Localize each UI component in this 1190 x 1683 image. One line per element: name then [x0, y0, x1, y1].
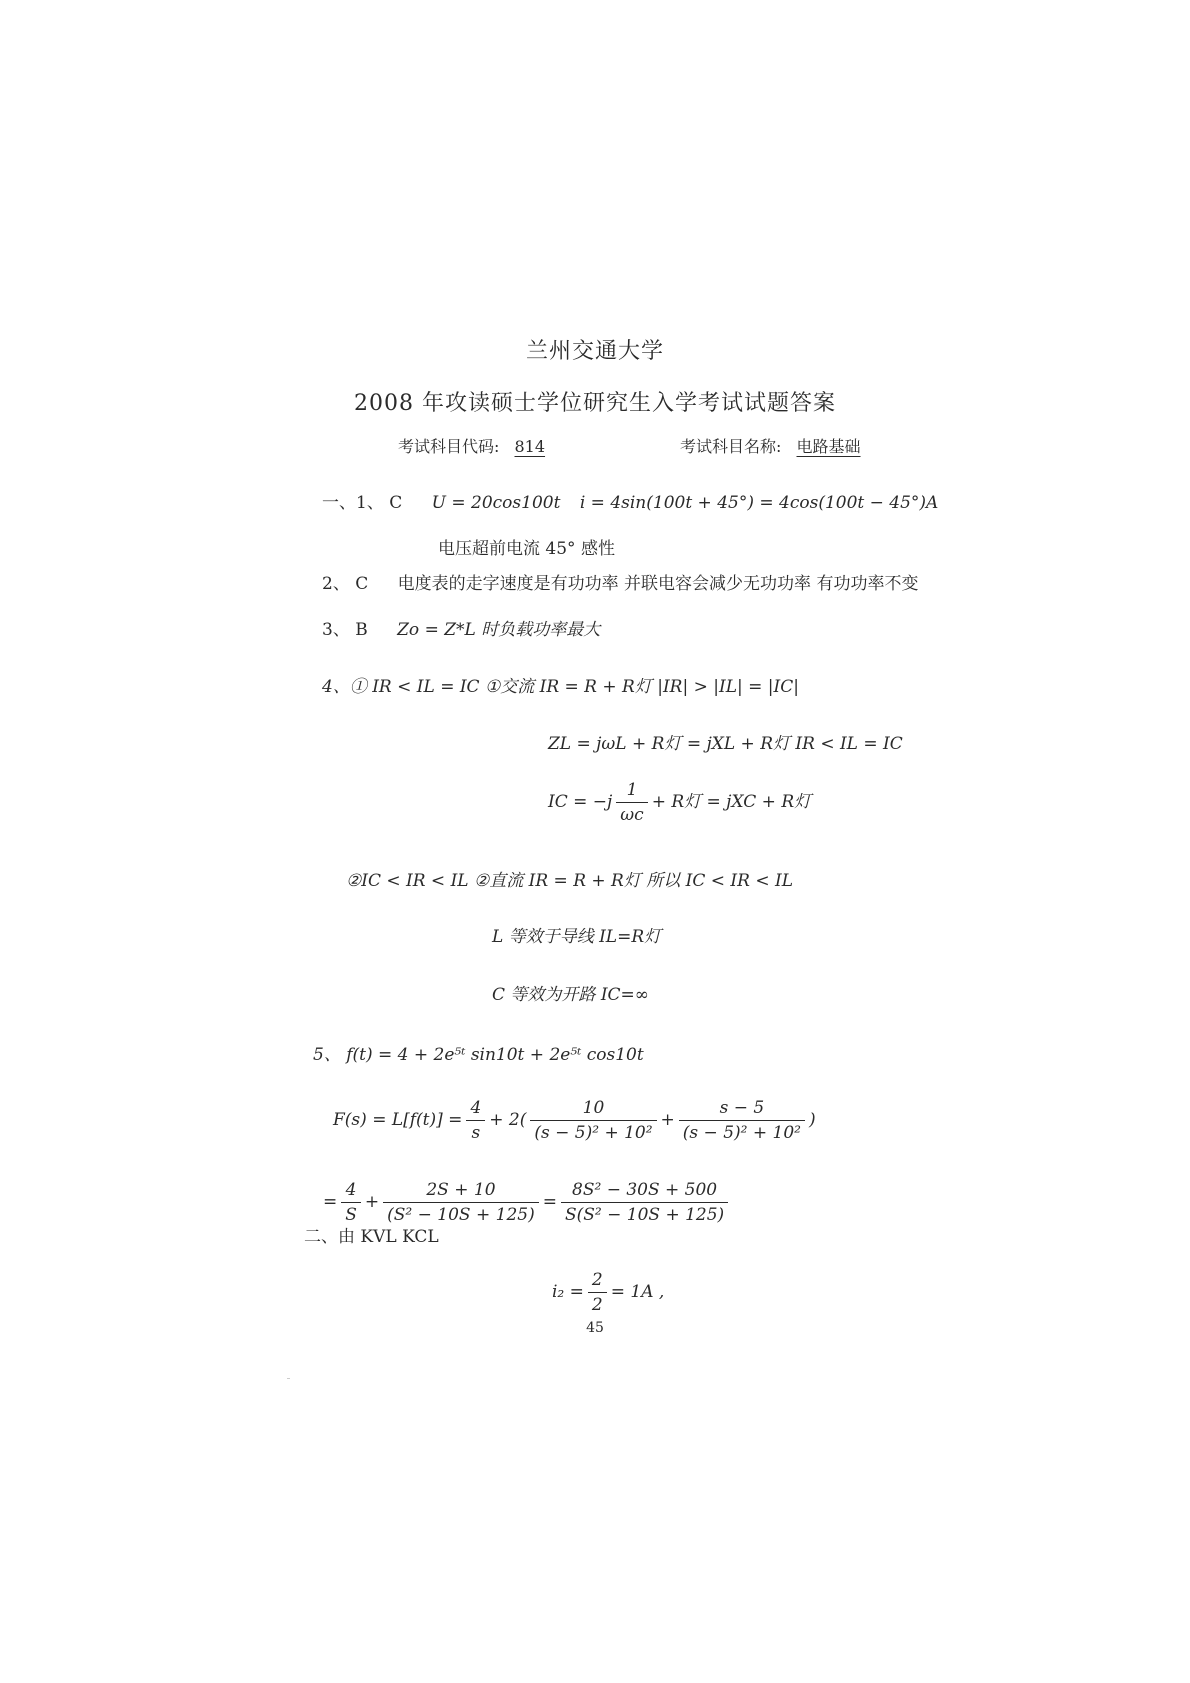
subject-name-row — [680, 434, 861, 457]
scan-speck — [287, 1378, 290, 1379]
university-title: 兰州交通大学 — [525, 339, 664, 364]
q2-line — [322, 569, 918, 594]
q3-line — [322, 615, 600, 640]
q2-text: 电度表的走字速度是有功功率 并联电容会减少无功功率 有功功率不变 — [397, 574, 919, 594]
subject-name-label: 考试科目名称: — [680, 437, 782, 456]
i2-frac-num: 2 — [588, 1270, 607, 1293]
q4-line-3-tail: + R灯 = jXC + R灯 — [651, 792, 812, 812]
q5-frac-2-num: 10 — [530, 1098, 656, 1121]
q5-frac-2-den: (s − 5)² + 10² — [534, 1123, 653, 1143]
q2-prefix: 2、 C — [322, 574, 369, 594]
q4-line-3-lead: IC = −j — [548, 792, 613, 812]
q1-i-equation: i = 4sin(100t + 45°) = 4cos(100t − 45°)A — [579, 493, 939, 513]
q5-g-frac-3-den: S(S² − 10S + 125) — [564, 1205, 725, 1225]
subject-code-value: 814 — [514, 437, 546, 456]
q5-g-frac-2-num: 2S + 10 — [383, 1180, 539, 1203]
q5-frac-1 — [466, 1098, 485, 1143]
q4-fraction — [616, 780, 647, 825]
q3-text: Zo = Z*L 时负载功率最大 — [397, 620, 601, 640]
q5-g-frac-3-num: 8S² − 30S + 500 — [561, 1180, 728, 1203]
q5-frac-3-den: (s − 5)² + 10² — [682, 1123, 801, 1143]
exam-title: 2008 年攻读硕士学位研究生入学考试试题答案 — [354, 391, 836, 416]
q5-frac-1-num: 4 — [466, 1098, 485, 1121]
q4-line-4: ②IC < IR < IL ②直流 IR = R + R灯 所以 IC < IR < IL — [346, 871, 794, 891]
q3-prefix: 3、 B — [322, 620, 368, 640]
i2-frac-den: 2 — [591, 1295, 603, 1315]
subject-name-value: 电路基础 — [796, 437, 861, 456]
q5-g-frac-2-den: (S² − 10S + 125) — [387, 1205, 535, 1225]
q5-plus: + — [660, 1110, 675, 1130]
q5-line-1: 5、 f(t) = 4 + 2e⁵ᵗ sin10t + 2e⁵ᵗ cos10t — [313, 1045, 644, 1065]
i2-equation — [552, 1270, 664, 1315]
i2-frac — [588, 1270, 607, 1315]
q1-u-equation: U = 20cos100t — [431, 493, 561, 513]
i2-lead: i₂ = — [552, 1282, 584, 1302]
q5-simplify-line — [323, 1180, 732, 1225]
q5-g-frac-3 — [561, 1180, 728, 1225]
q4-line-3 — [548, 780, 811, 825]
part-two-line: 二、由 KVL KCL — [304, 1227, 439, 1247]
i2-tail: = 1A , — [610, 1282, 665, 1302]
q5-laplace-line — [333, 1098, 816, 1143]
q5-g-frac-1-den: S — [345, 1205, 357, 1225]
q5-g-frac-2 — [383, 1180, 539, 1225]
q4-line-1: 4、① IR < IL = IC ①交流 IR = R + R灯 |IR| > |IL| = |IC| — [322, 677, 799, 697]
page-number: 45 — [586, 1320, 604, 1336]
subject-code-label: 考试科目代码: — [398, 437, 500, 456]
q5-g-frac-1 — [341, 1180, 361, 1225]
subject-code-row — [398, 434, 545, 457]
q1-prefix: 一、1、 C — [322, 493, 403, 513]
q5-plus2: + 2( — [489, 1110, 527, 1130]
q5-g-eq: = — [542, 1192, 557, 1212]
q5-F-lead: F(s) = L[f(t)] = — [333, 1110, 463, 1130]
q1-line — [322, 488, 938, 513]
q5-g-plus: + — [364, 1192, 380, 1212]
q5-frac-3 — [679, 1098, 805, 1143]
q4-line-2: ZL = jωL + R灯 = jXL + R灯 IR < IL = IC — [548, 734, 903, 754]
q4-fraction-den: ωc — [620, 805, 644, 825]
q4-fraction-num: 1 — [616, 780, 647, 803]
q4-line-5: L 等效于导线 IL=R灯 — [492, 927, 662, 947]
q1-note: 电压超前电流 45° 感性 — [438, 539, 615, 559]
q4-line-6: C 等效为开路 IC=∞ — [492, 985, 649, 1005]
q5-frac-3-num: s − 5 — [679, 1098, 805, 1121]
q5-g-frac-1-num: 4 — [341, 1180, 361, 1203]
q5-frac-2 — [530, 1098, 656, 1143]
q5-close: ) — [808, 1110, 816, 1130]
q5-eq-lead: = — [323, 1192, 338, 1212]
q5-frac-1-den: s — [471, 1123, 481, 1143]
